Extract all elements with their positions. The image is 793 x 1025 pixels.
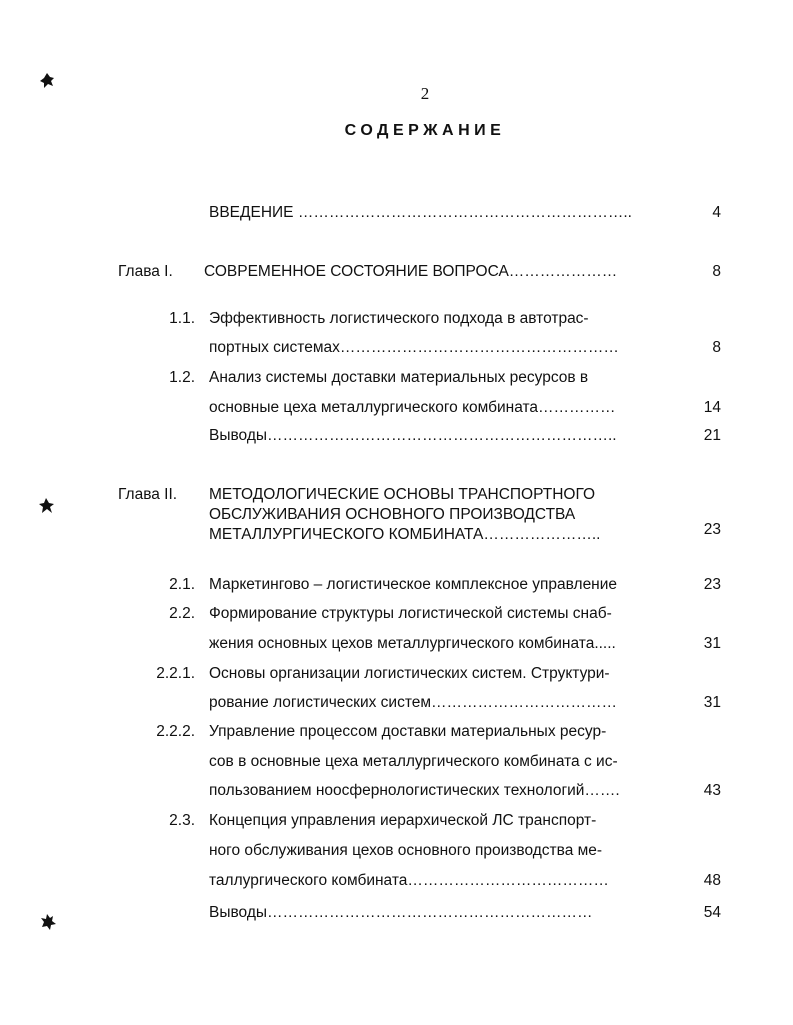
toc-ch2-label: Глава II.	[118, 486, 178, 503]
toc-s1-2-num: 1.2.	[169, 369, 195, 386]
toc-s1-1-line2: портных системах………………………………………………	[209, 339, 619, 356]
toc-s1-1-line1: Эффективность логистического подхода в автотрас-	[209, 310, 589, 327]
scan-mark-icon	[40, 913, 58, 931]
toc-s1-2-page: 14	[703, 399, 721, 416]
toc-s1-1-page: 8	[712, 339, 721, 356]
toc-ch2-line2: ОБСЛУЖИВАНИЯ ОСНОВНОГО ПРОИЗВОДСТВА	[209, 506, 576, 523]
toc-ch2-line1: МЕТОДОЛОГИЧЕСКИЕ ОСНОВЫ ТРАНСПОРТНОГО	[209, 486, 596, 503]
toc-s2-1-num: 2.1.	[169, 576, 195, 593]
toc-concl2-page: 54	[703, 904, 721, 921]
toc-s2-2-2-page: 43	[703, 782, 721, 799]
toc-s2-2-1-num: 2.2.1.	[156, 665, 195, 682]
toc-s2-3-line1: Концепция управления иерархической ЛС транспорт-	[209, 812, 597, 829]
toc-intro-title: ВВЕДЕНИЕ ………………………………………………………..	[209, 204, 632, 221]
toc-s2-2-1-line2: рование логистических систем………………………………	[209, 694, 618, 711]
toc-s2-2-line1: Формирование структуры логистической системы снаб-	[209, 605, 612, 622]
toc-ch1-page: 8	[712, 263, 721, 280]
toc-s2-1-title: Маркетингово – логистическое комплексное управление	[209, 576, 618, 593]
toc-s2-3-page: 48	[703, 872, 721, 889]
toc-s1-2-line1: Анализ системы доставки материальных ресурсов в	[209, 369, 589, 386]
toc-s2-3-line2: ного обслуживания цехов основного производства ме-	[209, 842, 603, 859]
page-number: 2	[420, 84, 430, 103]
toc-s2-3-line3: таллургического комбината…………………………………	[209, 872, 609, 889]
toc-s2-2-num: 2.2.	[169, 605, 195, 622]
toc-s2-2-page: 31	[703, 635, 721, 652]
toc-ch1-title: СОВРЕМЕННОЕ СОСТОЯНИЕ ВОПРОСА…………………	[204, 263, 618, 280]
toc-s1-1-num: 1.1.	[169, 310, 195, 327]
page-title: СОДЕРЖАНИЕ	[344, 122, 506, 139]
toc-concl1-page: 21	[703, 427, 721, 444]
toc-s2-2-line2: жения основных цехов металлургического комбината.....	[209, 635, 616, 652]
toc-s2-2-1-page: 31	[703, 694, 721, 711]
toc-ch2-page: 23	[703, 521, 721, 538]
toc-ch1-label: Глава I.	[118, 263, 173, 280]
toc-ch2-line3: МЕТАЛЛУРГИЧЕСКОГО КОМБИНАТА…………………..	[209, 526, 601, 543]
toc-s2-2-2-line3: пользованием ноосфернологистических технологий…….	[209, 782, 620, 799]
toc-concl2-title: Выводы………………………………………………………	[209, 904, 593, 921]
toc-s2-3-num: 2.3.	[169, 812, 195, 829]
scan-mark-icon	[38, 497, 56, 515]
toc-s2-2-2-line1: Управление процессом доставки материальных ресур-	[209, 723, 607, 740]
toc-s2-2-2-num: 2.2.2.	[156, 723, 195, 740]
toc-s2-1-page: 23	[703, 576, 721, 593]
toc-s2-2-1-line1: Основы организации логистических систем. Структури-	[209, 665, 610, 682]
toc-concl1-title: Выводы…………………………………………………………..	[209, 427, 617, 444]
toc-s1-2-line2: основные цеха металлургического комбината……………	[209, 399, 616, 416]
toc-s2-2-2-line2: сов в основные цеха металлургического комбината с ис-	[209, 753, 618, 770]
toc-intro-page: 4	[712, 204, 721, 221]
